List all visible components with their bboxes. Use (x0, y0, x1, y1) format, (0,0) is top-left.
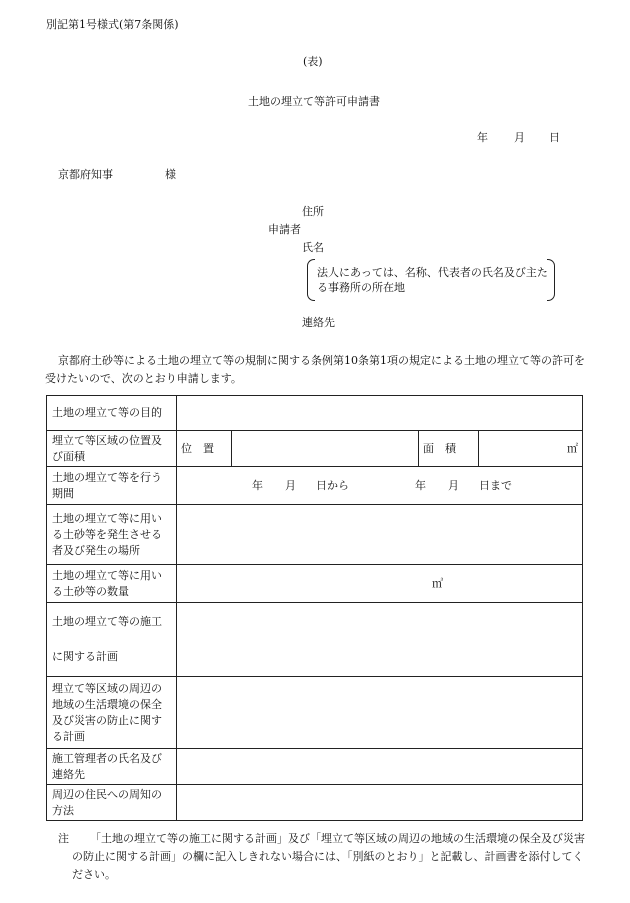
period-label: 土地の埋立て等を行う期間 (47, 467, 177, 505)
location-area-label: 埋立て等区域の位置及び面積 (47, 431, 177, 467)
form-number: 別記第1号様式(第7条関係) (46, 18, 179, 31)
environment-plan-field[interactable] (177, 677, 583, 749)
intro-paragraph: 京都府土砂等による土地の埋立て等の規制に関する条例第10条第1項の規定による土地の埋立て等の許可を受けたいので、次のとおり申請します。 (45, 354, 585, 385)
area-unit: ㎡ (567, 441, 578, 455)
table-row (47, 396, 583, 431)
purpose-field[interactable] (177, 396, 583, 431)
construction-plan-label-top: 土地の埋立て等の施工 (52, 615, 162, 628)
period-from-day: 日から (316, 478, 349, 492)
purpose-label: 土地の埋立て等の目的 (47, 396, 177, 431)
applicant-label: 申請者 (268, 223, 301, 236)
date-month-label: 月 (514, 131, 525, 144)
date-day-label: 日 (549, 131, 560, 144)
table-row (47, 565, 583, 603)
period-to-year: 年 (415, 478, 426, 492)
addressee-honorific: 様 (165, 168, 176, 181)
soil-source-label: 土地の埋立て等に用いる土砂等を発生させる者及び発生の場所 (47, 505, 177, 565)
construction-plan-label-bottom: に関する計画 (52, 650, 118, 663)
page-title: 土地の埋立て等許可申請書 (248, 95, 380, 108)
footnote-mark: 注 (58, 832, 69, 845)
table-row (47, 749, 583, 785)
corporate-note-bracket (307, 259, 555, 299)
corporate-note: 法人にあっては、名称、代表者の氏名及び主たる事務所の所在地 (317, 266, 548, 294)
period-from-month: 月 (285, 478, 296, 492)
addressee-name: 京都府知事 (58, 168, 113, 181)
table-row (47, 505, 583, 565)
front-label: (表) (303, 55, 323, 68)
period-from-year: 年 (252, 478, 263, 492)
left-bracket (307, 259, 315, 301)
footnote-text: 「土地の埋立て等の施工に関する計画」及び「埋立て等区域の周辺の地域の生活環境の保全及び災害の防止に関する計画」の欄に記入しきれない場合には、「別紙のとおり」と記載し、計画書を添付してください。 (72, 832, 585, 881)
period-to-day: 日まで (479, 478, 512, 492)
manager-label: 施工管理者の氏名及び連絡先 (47, 749, 177, 785)
area-label: 面 積 (419, 431, 479, 467)
table-row (47, 603, 583, 677)
area-field[interactable] (479, 431, 583, 467)
period-field[interactable] (177, 467, 583, 505)
construction-plan-label (47, 603, 177, 677)
construction-plan-field[interactable] (177, 603, 583, 677)
table-row (47, 431, 583, 467)
application-table (46, 395, 583, 821)
soil-source-field[interactable] (177, 505, 583, 565)
name-label: 氏名 (302, 241, 324, 254)
table-row (47, 785, 583, 821)
manager-field[interactable] (177, 749, 583, 785)
notification-label: 周辺の住民への周知の方法 (47, 785, 177, 821)
position-field[interactable] (232, 431, 419, 467)
table-row (47, 467, 583, 505)
table-row (47, 677, 583, 749)
right-bracket (547, 259, 555, 301)
address-label: 住所 (302, 205, 324, 218)
period-to-month: 月 (448, 478, 459, 492)
date-year-label: 年 (477, 131, 488, 144)
soil-quantity-label: 土地の埋立て等に用いる土砂等の数量 (47, 565, 177, 603)
environment-plan-label: 埋立て等区域の周辺の地域の生活環境の保全及び災害の防止に関する計画 (47, 677, 177, 749)
position-label: 位 置 (177, 431, 232, 467)
quantity-unit: ㎥ (432, 576, 443, 590)
notification-field[interactable] (177, 785, 583, 821)
contact-label: 連絡先 (302, 316, 335, 329)
soil-quantity-field[interactable] (177, 565, 583, 603)
